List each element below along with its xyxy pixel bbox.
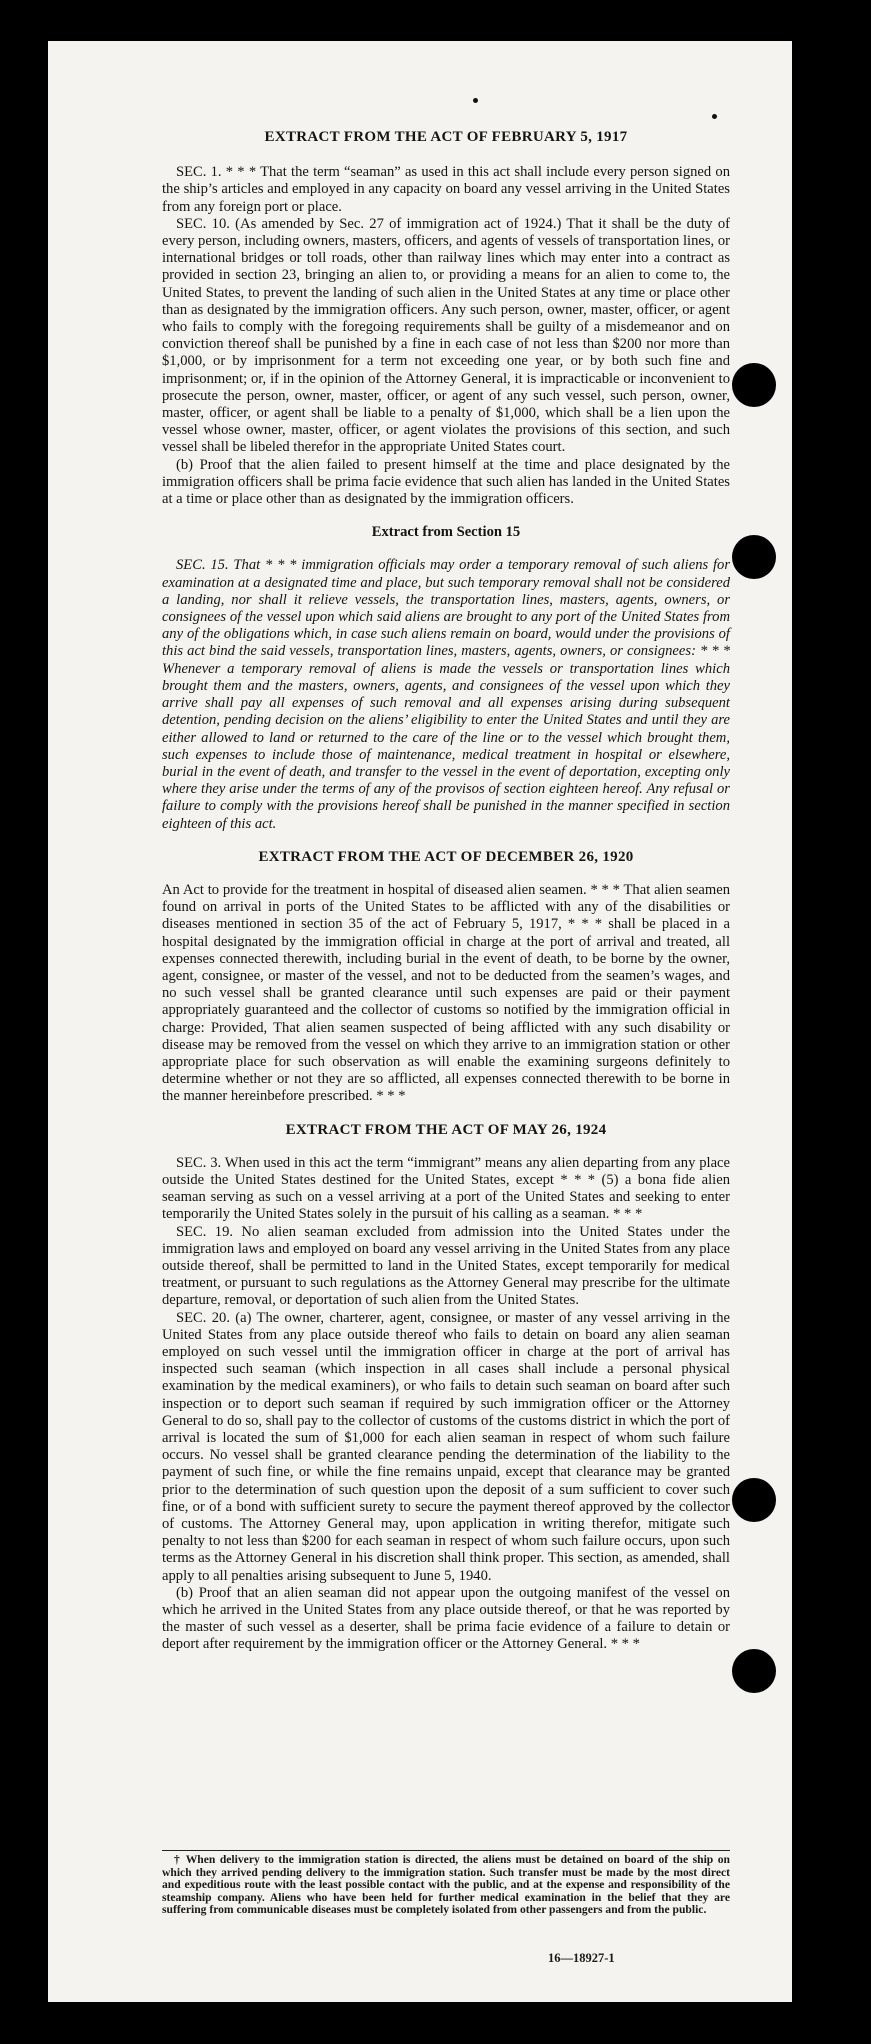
footnote-text: † When delivery to the immigration station is directed, the aliens must be detained on board of the ship on which they arrived pending delivery to the immigration station. Such transfer must be made by the most direct and expeditious route with the least possible contact with the public, and at the expense and responsibility of the steamship company. Aliens who have been held for further medical examination in the belief that they are suffering from communicable diseases must be completely isolated from other passengers and from the public. <box>162 1853 730 1917</box>
document-body <box>162 129 730 1654</box>
section-heading-1920: EXTRACT FROM THE ACT OF DECEMBER 26, 1920 <box>258 848 634 865</box>
paragraph-sec-20a: SEC. 20. (a) The owner, charterer, agent, consignee, or master of any vessel arriving in the United States from any place outside thereof who fails to detain on board any alien seaman employed on such vessel until the immigration officer in charge at the port of arrival has inspected such seaman (which inspection in all cases shall include a personal physical examination by the medical examiners), or who fails to detain such seaman on board after such inspection or to deport such seaman if required by such immigration officer or the Attorney General to do so, shall pay to the collector of customs of the customs district in which the port of arrival is located the sum of $1,000 for each alien seaman in respect of whom such failure occurs. No vessel shall be granted clearance pending the determination of the liability to the payment of such fine, or while the fine remains unpaid, except that clearance may be granted prior to the determination of such question upon the deposit of a sum sufficient to cover such fine, or of a bond with sufficient surety to secure the payment thereof approved by the collector of customs. The Attorney General may, upon application in writing therefor, mitigate such penalty to not less than $200 for each seaman in respect of whom such failure occurs, upon such terms as the Attorney General in his discretion shall think proper. This section, as amended, shall apply to all penalties arising subsequent to June 5, 1940. <box>162 1309 730 1584</box>
scan-speck <box>473 98 478 103</box>
footnote-divider <box>162 1850 730 1851</box>
document-page <box>48 41 792 2002</box>
paragraph-sec-10: SEC. 10. (As amended by Sec. 27 of immigration act of 1924.) That it shall be the duty of every person, including owners, masters, officers, and agents of vessels of transportation lines, or international bridges or toll roads, other than railway lines which may enter into a contract as provided in section 23, bringing an alien to, or providing a means for an alien to come to, the United States, to prevent the landing of such alien in the United States at any time or place other than as designated by the immigration officers. Any such person, owner, master, officer, or agent who fails to comply with the foregoing requirements shall be guilty of a misdemeanor and on conviction thereof shall be punished by a fine in each case of not less than $200 nor more than $1,000, or by imprisonment for a term not exceeding one year, or by both such fine and imprisonment; or, if in the opinion of the Attorney General, it is impracticable or inconvenient to prosecute the person, owner, master, officer, or agent of any such vessel, such person, owner, master, officer, or agent shall be liable to a penalty of $1,000, which shall be a lien upon the vessel whose owner, master, officer, or agent violates the provisions of this section, and such vessel shall be libeled therefor in the appropriate United States court. <box>162 215 730 456</box>
paragraph-sec-3: SEC. 3. When used in this act the term “immigrant” means any alien departing from any place outside the United States destined for the United States, except * * * (5) a bona fide alien seaman serving as such on a vessel arriving at a port of the United States and seeking to enter temporarily the United States solely in the pursuit of his calling as a seaman. * * * <box>162 1154 730 1223</box>
punch-hole-3 <box>732 1478 776 1522</box>
document-number: 16—18927-1 <box>548 1951 615 1965</box>
footnote <box>162 1854 730 1917</box>
paragraph-sec-19: SEC. 19. No alien seaman excluded from admission into the United States under the immigration laws and employed on board any vessel arriving in the United States from any place outside thereof, shall be permitted to land in the United States, except temporarily for medical treatment, or pursuant to such regulations as the Attorney General may prescribe for the ultimate departure, removal, or deportation of such alien from the United States. <box>162 1223 730 1309</box>
section-heading-1924: EXTRACT FROM THE ACT OF MAY 26, 1924 <box>285 1121 607 1138</box>
punch-hole-2 <box>732 535 776 579</box>
scan-speck <box>712 114 717 119</box>
section-heading-1917: EXTRACT FROM THE ACT OF FEBRUARY 5, 1917 <box>264 129 628 145</box>
paragraph-sec-10b: (b) Proof that the alien failed to present himself at the time and place designated by the immigration officers shall be prima facie evidence that such alien has landed in the United States at a time or place other than as designated by the immigration officers. <box>162 456 730 508</box>
paragraph-act-1920: An Act to provide for the treatment in hospital of diseased alien seamen. * * * That alien seamen found on arrival in ports of the United States to be afflicted with any of the disabilities or diseases mentioned in section 35 of the act of February 5, 1917, * * * shall be placed in a hospital designated by the immigration official in charge at the port of arrival and treated, all expenses connected therewith, including burial in the event of death, to be borne by the owner, agent, consignee, or master of the vessel, and not to be deducted from the seamen’s wages, and no such vessel shall be granted clearance until such expenses are paid or their payment appropriately guaranteed and the collector of customs so notified by the immigration official in charge: Provided, That alien seamen suspected of being afflicted with any such disability or disease may be removed from the vessel on which they arrive to an immigration station or other appropriate place for such observation as will enable the examining surgeons definitely to determine whether or not they are so afflicted, all expenses connected therewith to be borne in the manner hereinbefore prescribed. * * * <box>162 881 730 1105</box>
paragraph-sec-20b: (b) Proof that an alien seaman did not appear upon the outgoing manifest of the vessel on which he arrived in the United States from any place outside thereof, or that he was reported by the master of such vessel as a deserter, shall be prima facie evidence of a failure to detain or deport after requirement by the immigration officer or the Attorney General. * * * <box>162 1584 730 1653</box>
paragraph-sec-1: SEC. 1. * * * That the term “seaman” as used in this act shall include every person signed on the ship’s articles and employed in any capacity on board any vessel arriving in the United States from any foreign port or place. <box>162 164 730 215</box>
punch-hole-1 <box>732 363 776 407</box>
punch-hole-4 <box>732 1649 776 1693</box>
paragraph-sec-15: SEC. 15. That * * * immigration officials may order a temporary removal of such aliens for examination at a designated time and place, but such temporary removal shall not be considered a landing, nor shall it relieve vessels, the transportation lines, masters, agents, owners, or consignees of the vessel upon which said aliens are brought to any port of the United States from any of the obligations which, in case such aliens remain on board, would under the provisions of this act bind the said vessels, transportation lines, masters, agents, owners, or consignees: * * * Whenever a temporary removal of aliens is made the vessels or transportation lines which brought them and the masters, owners, agents, and consignees of the vessel upon which they arrive shall pay all expenses of such removal and all expenses arising during subsequent detention, pending decision on the aliens’ eligibility to enter the United States and until they are either allowed to land or returned to the care of the line or to the vessel which brought them, such expenses to include those of maintenance, medical treatment in hospital or elsewhere, burial in the event of death, and transfer to the vessel in the event of deportation, excepting only where they arise under the terms of any of the provisos of section eighteen hereof. Any refusal or failure to comply with the provisions hereof shall be punished in the manner specified in section eighteen of this act. <box>162 557 730 832</box>
subheading-section-15: Extract from Section 15 <box>371 524 521 541</box>
